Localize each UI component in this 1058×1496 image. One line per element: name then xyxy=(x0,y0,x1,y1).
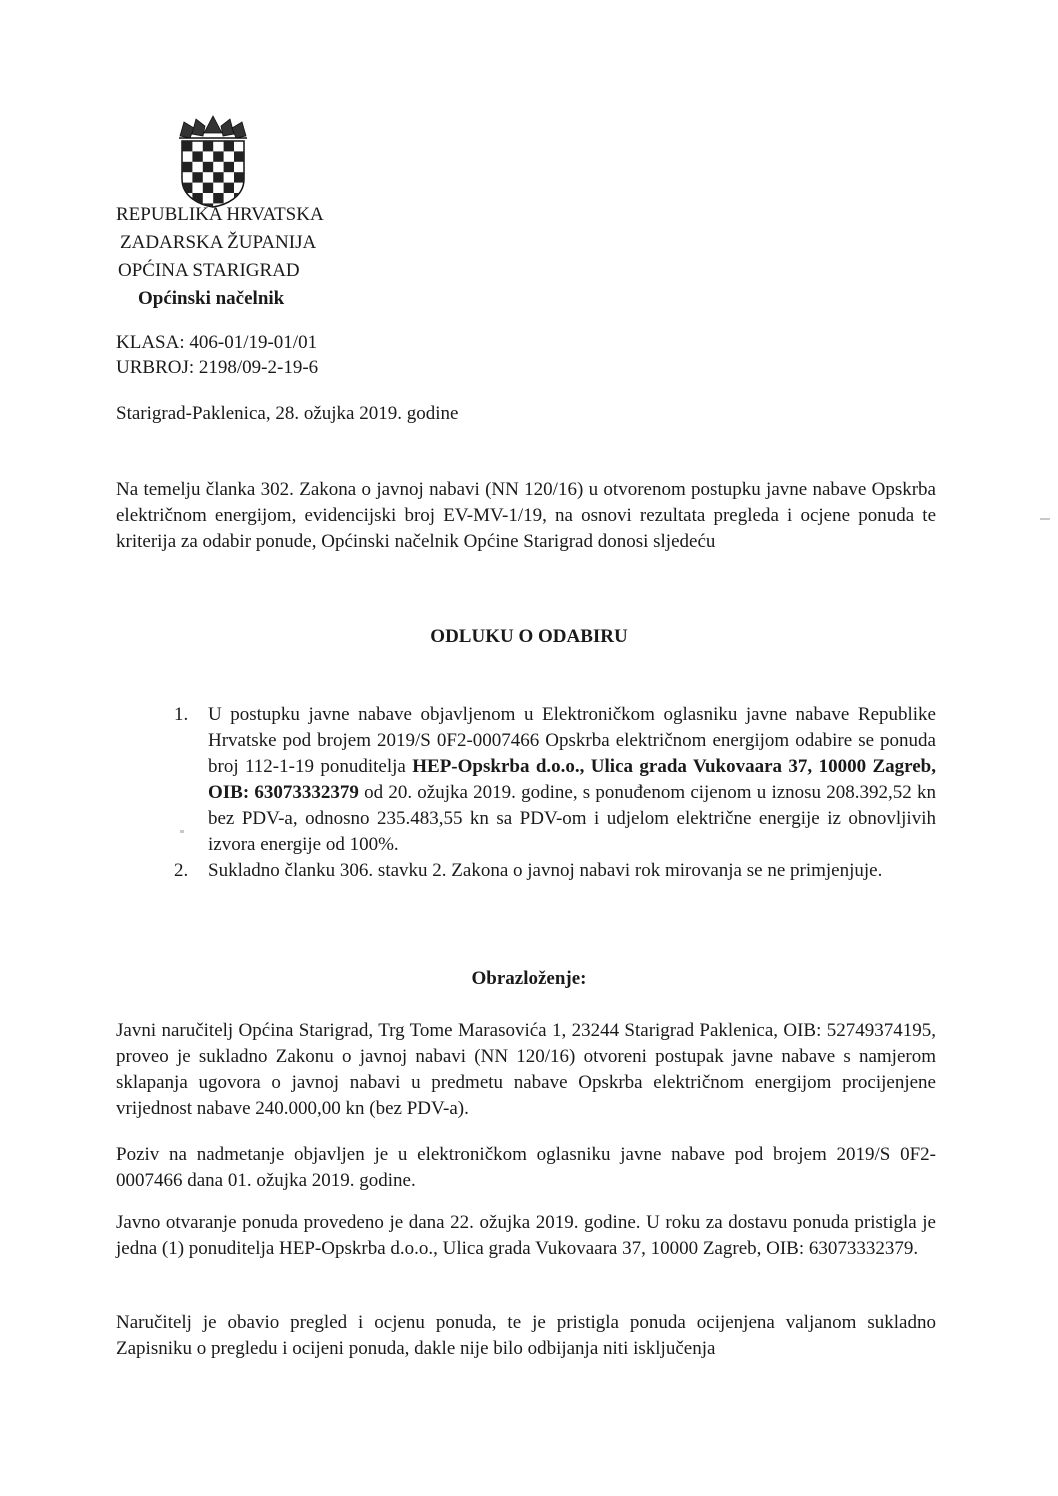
klasa-number: KLASA: 406-01/19-01/01 xyxy=(116,332,318,353)
item-number: 2. xyxy=(174,860,189,881)
reference-block xyxy=(116,330,318,380)
reasoning-paragraph: Javno otvaranje ponuda provedeno je dana 22. ožujka 2019. godine. U roku za dostavu ponuda pristigla je jedna (1) ponuditelja HEP-Opskrba d.o.o., Ulica grada Vukovaara 37, 10000 Zagreb, OIB: 63073332379. xyxy=(116,1212,936,1259)
county-name: ZADARSKA ŽUPANIJA xyxy=(120,232,317,253)
item-bold-text: HEP-Opskrba d.o.o., Ulica grada Vukovaara 37, 10000 Zagreb, OIB: 63073332379 xyxy=(208,756,936,803)
decision-items xyxy=(174,702,936,884)
municipality-name: OPĆINA STARIGRAD xyxy=(118,260,300,281)
issuer-header xyxy=(116,201,324,313)
scan-mark xyxy=(180,830,184,833)
item-text-end: od 20. ožujka 2019. godine, s ponuđenom cijenom u iznosu 208.392,52 kn bez PDV-a, odnosno 235.483,55 kn sa PDV-om i udjelom električne energije iz obnovljivih izvora energije od 100%. xyxy=(208,782,936,855)
urbroj-number: URBROJ: 2198/09-2-19-6 xyxy=(116,357,319,378)
office-name: Općinski načelnik xyxy=(138,288,285,309)
item-number: 1. xyxy=(174,704,189,725)
reasoning-paragraph: Poziv na nadmetanje objavljen je u elektroničkom oglasniku javne nabave pod brojem 2019/S 0F2-0007466 dana 01. ožujka 2019. godine. xyxy=(116,1144,936,1191)
scan-mark xyxy=(1040,518,1050,520)
reasoning-paragraph: Javni naručitelj Općina Starigrad, Trg Tome Marasovića 1, 23244 Starigrad Paklenica, OIB: 52749374195, proveo je sukladno Zakonu o javnoj nabavi (NN 120/16) otvoreni postupak javne nabave s namjerom sklapanja ugovora o javnoj nabavi u predmetu nabave Opskrba električnom energijom procijenjene vrijednost nabave 240.000,00 kn (bez PDV-a). xyxy=(116,1020,936,1119)
place-and-date: Starigrad-Paklenica, 28. ožujka 2019. godine xyxy=(116,403,459,424)
decision-title: ODLUKU O ODABIRU xyxy=(430,626,628,647)
item-text: U postupku javne nabave objavljenom u Elektroničkom oglasniku javne nabave Republike Hrvatske pod brojem 2019/S 0F2-0007466 Opskrba električnom energijom odabire se ponuda broj 112-1-19 ponuditelja xyxy=(208,704,936,777)
reasoning-paragraph: Naručitelj je obavio pregled i ocjenu ponuda, te je pristigla ponuda ocijenjena valjanom sukladno Zapisniku o pregledu i ocijeni ponuda, dakle nije bilo odbijanja niti isključenja xyxy=(116,1312,936,1359)
intro-paragraph: Na temelju članka 302. Zakona o javnoj nabavi (NN 120/16) u otvorenom postupku javne nabave Opskrba električnom energijom, evidencijski broj EV-MV-1/19, na osnovi rezultata pregleda i ocjene ponuda te kriterija za odabir ponude, Općinski načelnik Općine Starigrad donosi sljedeću xyxy=(116,479,936,552)
reasoning-title: Obrazloženje: xyxy=(471,968,587,989)
list-item xyxy=(174,858,936,884)
country-name: REPUBLIKA HRVATSKA xyxy=(116,204,324,225)
list-item xyxy=(174,702,936,858)
item-text: Sukladno članku 306. stavku 2. Zakona o javnoj nabavi rok mirovanja se ne primjenjuje. xyxy=(208,860,883,881)
coat-of-arms-icon xyxy=(176,114,250,208)
